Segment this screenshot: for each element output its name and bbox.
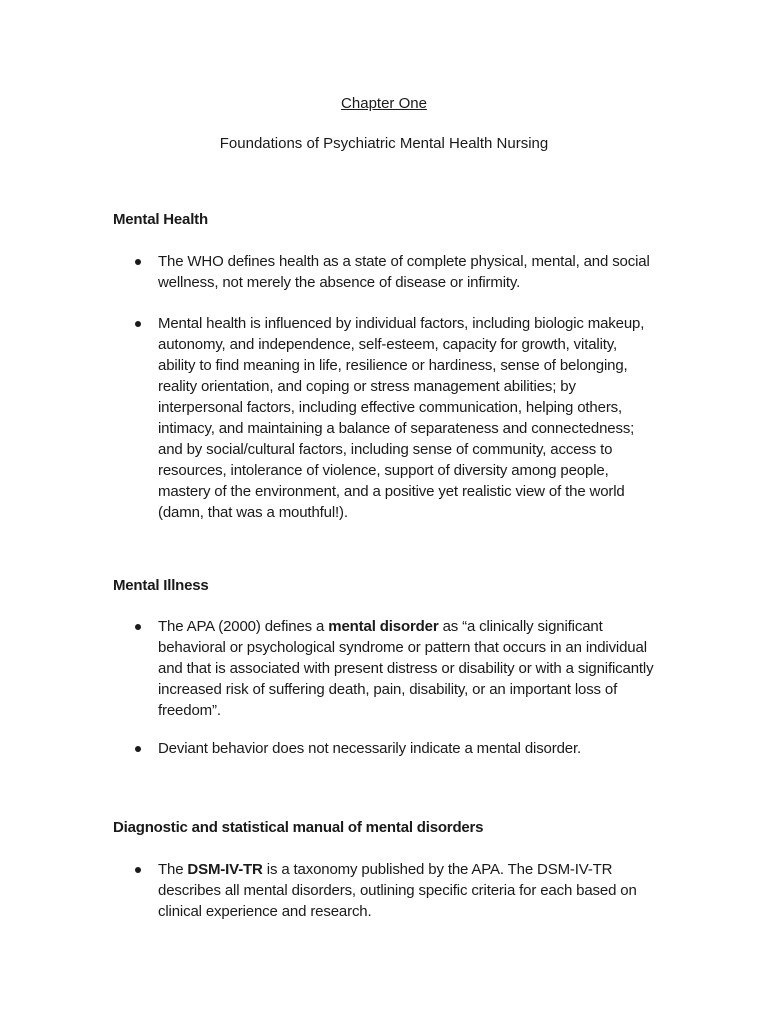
- bullet-icon: [135, 746, 141, 752]
- bullet-deviant-behavior: Deviant behavior does not necessarily indicate a mental disorder.: [158, 740, 581, 757]
- bullet-mental-health-factors: Mental health is influenced by individual factors, including biologic makeup, autonomy, and independence, self-esteem, capacity for growth, vitality, ability to find meaning in life, resilience or hardiness, sense of belonging, reality orientation, and coping or stress management abilities; by interpersonal factors, including effective communication, helping others, intimacy, and maintaining a balance of separateness and connectedness; and by social/cultural factors, including sense of community, access to resources, intolerance of violence, support of diversity among people, mastery of the environment, and a positive yet realistic view of the world (damn, that was a mouthful!).: [158, 315, 645, 521]
- bullet-text-pre: The: [158, 861, 188, 878]
- bullet-icon: [135, 259, 141, 265]
- bullet-text-post: is a taxonomy published by the APA. The DSM-IV-TR describes all mental disorders, outlining specific criteria for each based on clinical experience and research.: [158, 861, 637, 920]
- section-heading-mental-health: Mental Health: [113, 211, 208, 228]
- bullet-icon: [135, 321, 141, 327]
- bullet-text-pre: The APA (2000) defines a: [158, 618, 329, 635]
- term-dsm-iv-tr: DSM-IV-TR: [187, 861, 263, 878]
- bullet-icon: [135, 624, 141, 630]
- bullet-dsm-description: [158, 859, 658, 922]
- chapter-title: Chapter One: [341, 95, 427, 112]
- term-mental-disorder: mental disorder: [328, 618, 439, 635]
- bullet-apa-definition: [158, 616, 658, 721]
- bullet-who-definition: The WHO defines health as a state of complete physical, mental, and social wellness, not merely the absence of disease or infirmity.: [158, 253, 650, 291]
- section-heading-dsm: Diagnostic and statistical manual of mental disorders: [113, 819, 484, 836]
- bullet-icon: [135, 867, 141, 873]
- book-title: Foundations of Psychiatric Mental Health Nursing: [219, 135, 549, 152]
- section-heading-mental-illness: Mental Illness: [113, 577, 209, 594]
- bullet-text-post: as “a clinically significant behavioral or psychological syndrome or pattern that occurs in an individual and that is associated with present distress or disability or with a significantly increased risk of suffering death, pain, disability, or an important loss of freedom”.: [158, 618, 654, 719]
